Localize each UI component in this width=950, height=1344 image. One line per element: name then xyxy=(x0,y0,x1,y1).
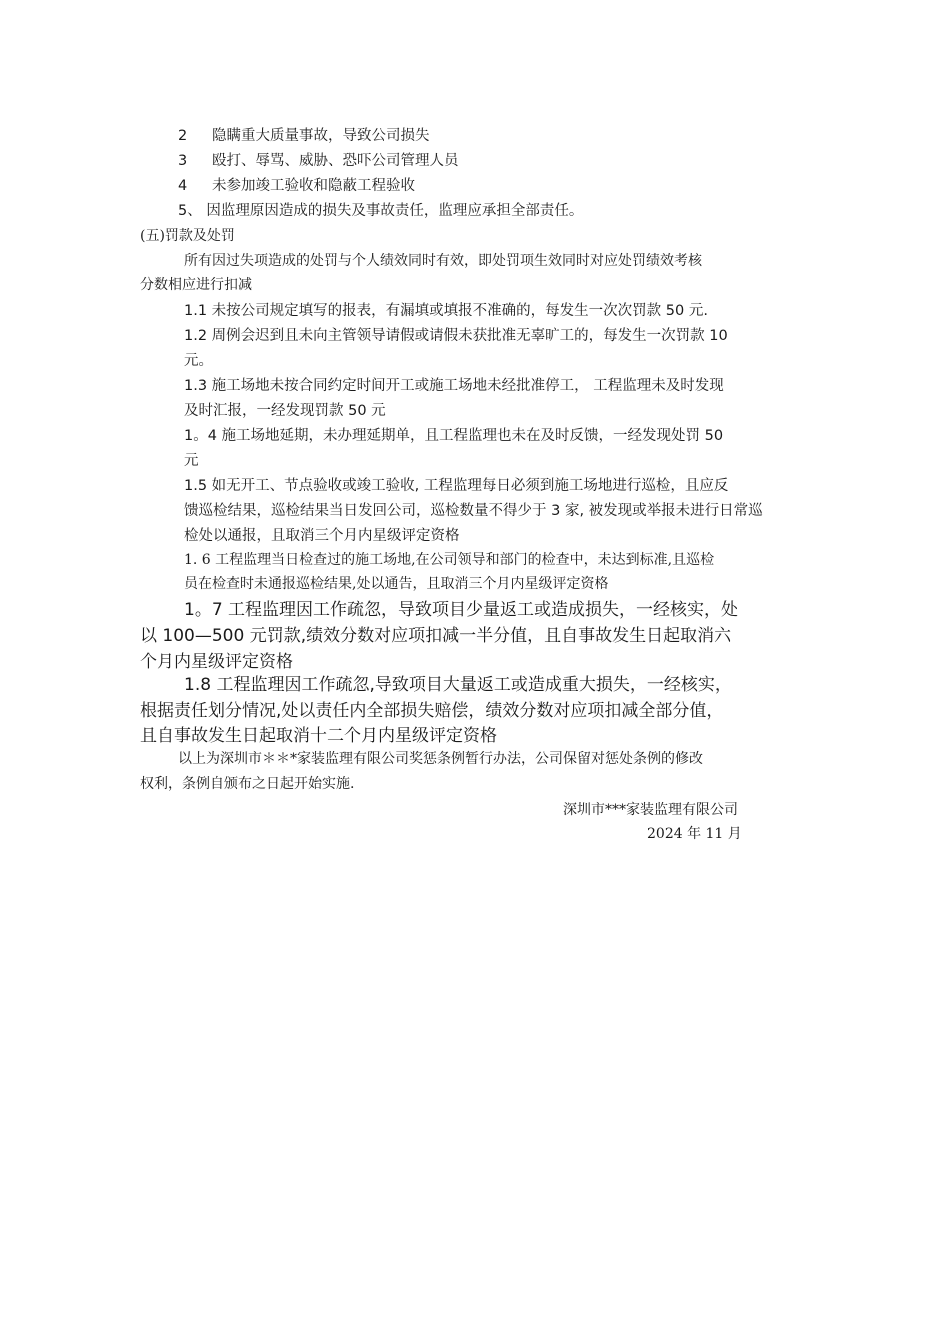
rule-line: 及时汇报，一经发现罚款 50 元 xyxy=(184,403,386,419)
paragraph-line: 所有因过失项造成的处罚与个人绩效同时有效，即处罚项生效同时对应处罚绩效考核 xyxy=(184,253,702,269)
signature-date: 2024 年 11 月 xyxy=(647,826,742,842)
rule-line: 员在检查时未通报巡检结果,处以通告，且取消三个月内星级评定资格 xyxy=(184,576,609,592)
rule-line: 1.3 施工场地未按合同约定时间开工或施工场地未经批准停工， 工程监理未及时发现 xyxy=(184,378,724,394)
rule-line: 1.5 如无开工、节点验收或竣工验收, 工程监理每日必须到施工场地进行巡检，且应反 xyxy=(184,478,729,494)
rule-line: 个月内星级评定资格 xyxy=(140,652,293,672)
rule-line: 根据责任划分情况,处以责任内全部损失赔偿，绩效分数对应项扣减全部分值， xyxy=(140,701,724,721)
list-item xyxy=(178,201,583,221)
list-item xyxy=(178,151,459,171)
list-item xyxy=(178,176,415,196)
list-item-text: 殴打、辱骂、威胁、恐吓公司管理人员 xyxy=(212,153,459,169)
rule-line: 且自事故发生日起取消十二个月内星级评定资格 xyxy=(140,726,497,746)
rule-line: 1。7 工程监理因工作疏忽，导致项目少量返工或造成损失，一经核实，处 xyxy=(184,600,739,620)
rule-line: 1.8 工程监理因工作疏忽,导致项目大量返工或造成重大损失，一经核实， xyxy=(184,675,732,695)
list-item-number: 2 xyxy=(178,128,188,144)
list-item-number: 3 xyxy=(178,153,188,169)
section-heading: (五)罚款及处罚 xyxy=(140,228,235,244)
list-item-text: 5、 因监理原因造成的损失及事故责任，监理应承担全部责任。 xyxy=(178,203,584,219)
list-item-number: 4 xyxy=(178,178,188,194)
signature-company: 深圳市***家装监理有限公司 xyxy=(563,802,738,818)
closing-line: 权利，条例自颁布之日起开始实施. xyxy=(140,776,355,792)
rule-line: 1. 6 工程监理当日检查过的施工场地,在公司领导和部门的检查中，未达到标准,且巡检 xyxy=(184,552,715,568)
rule-line: 1。4 施工场地延期，未办理延期单，且工程监理也未在及时反馈，一经发现处罚 50 xyxy=(184,428,724,444)
rule-line: 1.1 未按公司规定填写的报表，有漏填或填报不准确的，每发生一次次罚款 50 元. xyxy=(184,303,708,319)
rule-line: 以 100—500 元罚款,绩效分数对应项扣减一半分值，且自事故发生日起取消六 xyxy=(140,626,732,646)
rule-line: 元。 xyxy=(184,353,213,369)
list-item-text: 未参加竣工验收和隐蔽工程验收 xyxy=(212,178,415,194)
rule-line: 检处以通报，且取消三个月内星级评定资格 xyxy=(184,528,460,544)
list-item xyxy=(178,126,430,146)
rule-line: 1.2 周例会迟到且未向主管领导请假或请假未获批准无辜旷工的，每发生一次罚款 10 xyxy=(184,328,728,344)
rule-line: 馈巡检结果，巡检结果当日发回公司，巡检数量不得少于 3 家, 被发现或举报未进行日常巡 xyxy=(184,503,763,519)
paragraph-line: 分数相应进行扣减 xyxy=(140,277,252,293)
rule-line: 元 xyxy=(184,453,199,469)
closing-line: 以上为深圳市＊＊*家装监理有限公司奖惩条例暂行办法，公司保留对惩处条例的修改 xyxy=(178,751,703,767)
list-item-text: 隐瞒重大质量事故，导致公司损失 xyxy=(212,128,430,144)
